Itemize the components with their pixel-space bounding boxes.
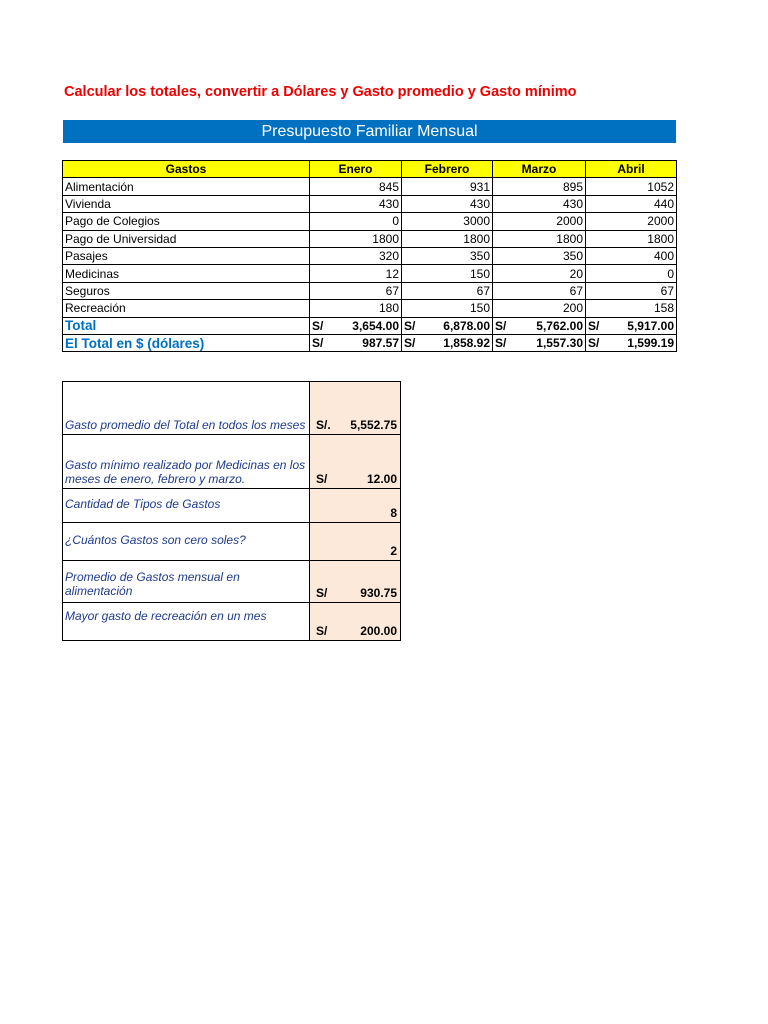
table-row	[63, 230, 677, 247]
total-cell[interactable]	[402, 317, 493, 334]
currency-symbol: S/	[312, 318, 324, 333]
total-row	[63, 317, 677, 334]
total-usd-label[interactable]: El Total en $ (dólares)	[63, 334, 310, 351]
cell[interactable]: 12	[310, 265, 402, 282]
cell[interactable]: 1800	[586, 230, 677, 247]
stats-desc[interactable]: ¿Cuántos Gastos son cero soles?	[63, 523, 310, 561]
total-cell[interactable]	[493, 317, 586, 334]
cell[interactable]: 1052	[586, 178, 677, 195]
currency-symbol: S/	[404, 336, 416, 351]
currency-symbol: S/	[588, 336, 600, 351]
cell[interactable]: 150	[402, 300, 493, 317]
stats-value-cell[interactable]	[310, 523, 401, 561]
cell[interactable]: 3000	[402, 213, 493, 230]
total-usd-cell[interactable]	[402, 334, 493, 351]
currency-symbol: S/	[588, 318, 600, 333]
header-abril[interactable]: Abril	[586, 161, 677, 178]
total-usd-cell[interactable]	[586, 334, 677, 351]
cell[interactable]: 1800	[310, 230, 402, 247]
cell[interactable]: 67	[493, 282, 586, 299]
total-value: 3,654.00	[352, 318, 399, 333]
cell[interactable]: 430	[402, 195, 493, 212]
stats-row	[63, 603, 401, 641]
cell[interactable]: 2000	[586, 213, 677, 230]
stats-value: 12.00	[366, 472, 397, 486]
stats-row	[63, 435, 401, 489]
stats-desc[interactable]: Cantidad de Tipos de Gastos	[63, 489, 310, 523]
stats-row	[63, 561, 401, 603]
currency-symbol: S/	[312, 336, 324, 351]
cell[interactable]: 20	[493, 265, 586, 282]
currency-symbol: S/.	[316, 418, 331, 432]
total-label[interactable]: Total	[63, 317, 310, 334]
row-label[interactable]: Alimentación	[63, 178, 310, 195]
table-row	[63, 195, 677, 212]
stats-value: 2	[390, 544, 397, 558]
cell[interactable]: 1800	[493, 230, 586, 247]
row-label[interactable]: Pago de Universidad	[63, 230, 310, 247]
stats-value-cell[interactable]	[310, 489, 401, 523]
stats-value-cell[interactable]	[310, 435, 401, 489]
row-label[interactable]: Medicinas	[63, 265, 310, 282]
total-value: 5,917.00	[627, 318, 674, 333]
stats-value: 200.00	[360, 624, 397, 638]
row-label[interactable]: Pago de Colegios	[63, 213, 310, 230]
table-row	[63, 300, 677, 317]
table-row	[63, 213, 677, 230]
cell[interactable]: 67	[402, 282, 493, 299]
stats-table	[62, 381, 401, 641]
cell[interactable]: 2000	[493, 213, 586, 230]
row-label[interactable]: Recreación	[63, 300, 310, 317]
currency-symbol: S/	[495, 318, 507, 333]
cell[interactable]: 158	[586, 300, 677, 317]
currency-symbol: S/	[495, 336, 507, 351]
cell[interactable]: 845	[310, 178, 402, 195]
budget-banner: Presupuesto Familiar Mensual	[63, 120, 676, 143]
total-cell[interactable]	[586, 317, 677, 334]
cell[interactable]: 320	[310, 247, 402, 264]
stats-row	[63, 382, 401, 435]
currency-symbol: S/	[316, 472, 328, 486]
stats-value-cell[interactable]	[310, 603, 401, 641]
table-row	[63, 282, 677, 299]
cell[interactable]: 895	[493, 178, 586, 195]
budget-header-row	[63, 161, 677, 178]
stats-value: 5,552.75	[350, 418, 397, 432]
cell[interactable]: 67	[310, 282, 402, 299]
header-febrero[interactable]: Febrero	[402, 161, 493, 178]
cell[interactable]: 350	[493, 247, 586, 264]
stats-desc[interactable]: Gasto promedio del Total en todos los meses	[63, 382, 310, 435]
total-value: 6,878.00	[443, 318, 490, 333]
total-usd-cell[interactable]	[310, 334, 402, 351]
stats-desc[interactable]: Mayor gasto de recreación en un mes	[63, 603, 310, 641]
currency-symbol: S/	[316, 586, 328, 600]
stats-value: 930.75	[360, 586, 397, 600]
table-row	[63, 178, 677, 195]
stats-row	[63, 523, 401, 561]
cell[interactable]: 0	[586, 265, 677, 282]
total-usd-value: 1,858.92	[443, 336, 490, 351]
stats-row	[63, 489, 401, 523]
cell[interactable]: 0	[310, 213, 402, 230]
total-usd-value: 1,599.19	[627, 336, 674, 351]
row-label[interactable]: Pasajes	[63, 247, 310, 264]
total-usd-value: 1,557.30	[536, 336, 583, 351]
total-usd-value: 987.57	[362, 336, 399, 351]
stats-value: 8	[390, 506, 397, 520]
currency-symbol: S/	[404, 318, 416, 333]
cell[interactable]: 150	[402, 265, 493, 282]
page-heading: Calcular los totales, convertir a Dólares y Gasto promedio y Gasto mínimo	[64, 84, 577, 100]
cell[interactable]: 200	[493, 300, 586, 317]
stats-value-cell[interactable]	[310, 561, 401, 603]
cell[interactable]: 1800	[402, 230, 493, 247]
header-enero[interactable]: Enero	[310, 161, 402, 178]
row-label[interactable]: Seguros	[63, 282, 310, 299]
row-label[interactable]: Vivienda	[63, 195, 310, 212]
total-value: 5,762.00	[536, 318, 583, 333]
cell[interactable]: 430	[310, 195, 402, 212]
table-row	[63, 265, 677, 282]
stats-desc[interactable]: Promedio de Gastos mensual en alimentación	[63, 561, 310, 603]
header-gastos[interactable]: Gastos	[63, 161, 310, 178]
table-row	[63, 247, 677, 264]
header-marzo[interactable]: Marzo	[493, 161, 586, 178]
total-usd-row	[63, 334, 677, 351]
budget-table	[62, 160, 677, 352]
cell[interactable]: 440	[586, 195, 677, 212]
stats-value-cell[interactable]	[310, 382, 401, 435]
cell[interactable]: 931	[402, 178, 493, 195]
stats-desc[interactable]: Gasto mínimo realizado por Medicinas en los meses de enero, febrero y marzo.	[63, 435, 310, 489]
cell[interactable]: 67	[586, 282, 677, 299]
cell[interactable]: 350	[402, 247, 493, 264]
cell[interactable]: 430	[493, 195, 586, 212]
cell[interactable]: 400	[586, 247, 677, 264]
cell[interactable]: 180	[310, 300, 402, 317]
total-usd-cell[interactable]	[493, 334, 586, 351]
currency-symbol: S/	[316, 624, 328, 638]
total-cell[interactable]	[310, 317, 402, 334]
